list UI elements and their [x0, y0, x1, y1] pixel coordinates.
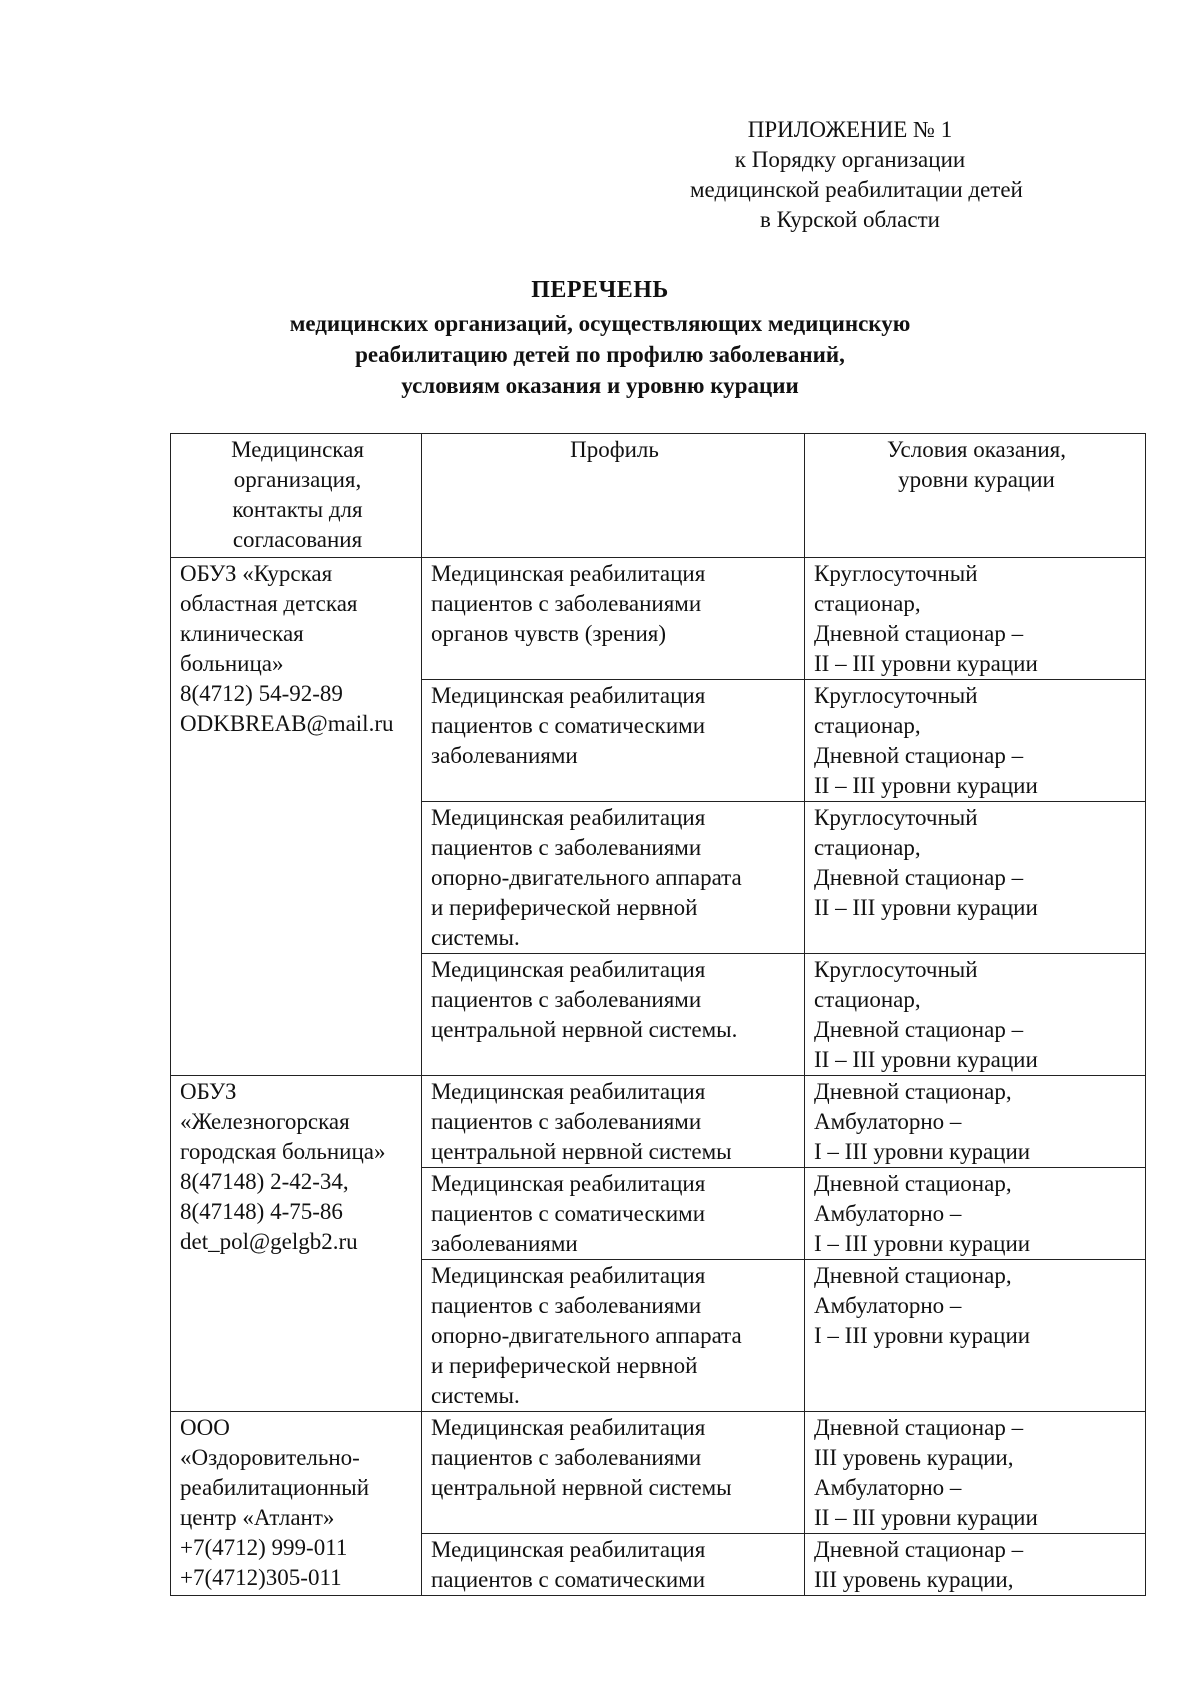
- table-header-row: [171, 434, 1146, 558]
- profile-line: заболеваниями: [431, 1231, 578, 1256]
- profile-line: системы.: [431, 1383, 520, 1408]
- organization-line: +7(4712)305-011: [180, 1565, 342, 1590]
- title-line: условиям оказания и уровню курации: [401, 373, 799, 398]
- conditions-line: I – III уровни курации: [814, 1139, 1031, 1164]
- organization-line: ОБУЗ «Курская: [180, 561, 333, 586]
- profile-line: и периферической нервной: [431, 1353, 698, 1378]
- conditions-line: стационар,: [814, 713, 921, 738]
- conditions-line: Амбулаторно –: [814, 1109, 962, 1134]
- organization-line: ОБУЗ: [180, 1079, 237, 1104]
- organization-line: ООО: [180, 1415, 230, 1440]
- profile-cell: [422, 1534, 805, 1596]
- title-line: реабилитацию детей по профилю заболеваний,: [355, 342, 845, 367]
- organization-line: det_pol@gelgb2.ru: [180, 1229, 358, 1254]
- profile-line: пациентов с заболеваниями: [431, 1445, 702, 1470]
- organization-cell: [171, 1076, 422, 1412]
- conditions-line: Дневной стационар –: [814, 621, 1024, 646]
- profile-line: пациентов с соматическими: [431, 713, 706, 738]
- conditions-cell: [805, 1412, 1146, 1534]
- profile-line: Медицинская реабилитация: [431, 1537, 706, 1562]
- header-profile: [422, 434, 805, 558]
- header-organization: [171, 434, 422, 558]
- conditions-line: Дневной стационар –: [814, 1537, 1024, 1562]
- conditions-line: I – III уровни курации: [814, 1323, 1031, 1348]
- conditions-cell: [805, 1168, 1146, 1260]
- conditions-line: Дневной стационар –: [814, 743, 1024, 768]
- profile-cell: [422, 1168, 805, 1260]
- organization-line: больница»: [180, 651, 284, 676]
- profile-cell: [422, 1412, 805, 1534]
- profile-cell: [422, 802, 805, 954]
- organizations-table: [170, 433, 1146, 1596]
- table-row: [171, 1412, 1146, 1534]
- profile-line: системы.: [431, 925, 520, 950]
- conditions-line: I – III уровни курации: [814, 1231, 1031, 1256]
- profile-line: центральной нервной системы: [431, 1475, 732, 1500]
- conditions-line: Дневной стационар,: [814, 1079, 1012, 1104]
- organization-line: центр «Атлант»: [180, 1505, 335, 1530]
- profile-line: центральной нервной системы: [431, 1139, 732, 1164]
- organization-line: «Железногорская: [180, 1109, 350, 1134]
- title-main: ПЕРЕЧЕНЬ: [531, 277, 669, 303]
- table-row: [171, 1076, 1146, 1168]
- header-line: уровни курации: [898, 467, 1055, 492]
- table-body: [171, 558, 1146, 1596]
- conditions-cell: [805, 802, 1146, 954]
- profile-line: Медицинская реабилитация: [431, 957, 706, 982]
- conditions-line: Амбулаторно –: [814, 1293, 962, 1318]
- appendix-line: в Курской области: [760, 207, 940, 232]
- appendix-block: [690, 115, 1023, 235]
- profile-line: заболеваниями: [431, 743, 578, 768]
- conditions-line: II – III уровни курации: [814, 895, 1038, 920]
- conditions-line: стационар,: [814, 835, 921, 860]
- conditions-line: Дневной стационар,: [814, 1263, 1012, 1288]
- conditions-line: III уровень курации,: [814, 1567, 1014, 1592]
- conditions-line: III уровень курации,: [814, 1445, 1014, 1470]
- conditions-cell: [805, 1076, 1146, 1168]
- profile-line: центральной нервной системы.: [431, 1017, 738, 1042]
- organization-line: областная детская: [180, 591, 358, 616]
- conditions-line: Круглосуточный: [814, 805, 978, 830]
- conditions-line: Амбулаторно –: [814, 1201, 962, 1226]
- profile-line: Медицинская реабилитация: [431, 1263, 706, 1288]
- organization-cell: [171, 1412, 422, 1596]
- profile-line: пациентов с заболеваниями: [431, 1109, 702, 1134]
- organization-cell: [171, 558, 422, 1076]
- organization-line: 8(47148) 4-75-86: [180, 1199, 343, 1224]
- title-line: медицинских организаций, осуществляющих медицинскую: [289, 311, 911, 336]
- profile-cell: [422, 680, 805, 802]
- conditions-line: Круглосуточный: [814, 683, 978, 708]
- profile-line: пациентов с заболеваниями: [431, 987, 702, 1012]
- profile-line: и периферической нервной: [431, 895, 698, 920]
- conditions-line: Круглосуточный: [814, 561, 978, 586]
- profile-line: Медицинская реабилитация: [431, 1415, 706, 1440]
- profile-line: пациентов с заболеваниями: [431, 835, 702, 860]
- profile-line: Медицинская реабилитация: [431, 805, 706, 830]
- appendix-line: к Порядку организации: [734, 147, 966, 172]
- organization-line: ODKBREAB@mail.ru: [180, 711, 394, 736]
- header-line: Условия оказания,: [887, 437, 1066, 462]
- appendix-line: медицинской реабилитации детей: [690, 177, 1023, 202]
- conditions-line: Круглосуточный: [814, 957, 978, 982]
- header-line: Профиль: [570, 437, 659, 462]
- header-line: Медицинская: [231, 437, 364, 462]
- profile-line: Медицинская реабилитация: [431, 683, 706, 708]
- header-conditions: [805, 434, 1146, 558]
- conditions-line: стационар,: [814, 987, 921, 1012]
- organization-line: городская больница»: [180, 1139, 386, 1164]
- conditions-line: Дневной стационар –: [814, 1415, 1024, 1440]
- profile-line: Медицинская реабилитация: [431, 1079, 706, 1104]
- profile-line: пациентов с соматическими: [431, 1201, 706, 1226]
- header-line: организация,: [233, 467, 362, 492]
- conditions-line: II – III уровни курации: [814, 773, 1038, 798]
- profile-cell: [422, 558, 805, 680]
- conditions-cell: [805, 680, 1146, 802]
- profile-cell: [422, 1260, 805, 1412]
- conditions-line: II – III уровни курации: [814, 1047, 1038, 1072]
- conditions-cell: [805, 558, 1146, 680]
- conditions-line: II – III уровни курации: [814, 1505, 1038, 1530]
- conditions-line: Амбулаторно –: [814, 1475, 962, 1500]
- header-line: согласования: [232, 527, 363, 552]
- conditions-cell: [805, 954, 1146, 1076]
- conditions-line: Дневной стационар –: [814, 865, 1024, 890]
- conditions-line: Дневной стационар,: [814, 1171, 1012, 1196]
- organization-line: 8(47148) 2-42-34,: [180, 1169, 349, 1194]
- profile-cell: [422, 954, 805, 1076]
- appendix-number: ПРИЛОЖЕНИЕ № 1: [747, 117, 953, 142]
- header-line: контакты для: [232, 497, 363, 522]
- organization-line: 8(4712) 54-92-89: [180, 681, 343, 706]
- profile-line: пациентов с заболеваниями: [431, 1293, 702, 1318]
- conditions-line: стационар,: [814, 591, 921, 616]
- conditions-line: Дневной стационар –: [814, 1017, 1024, 1042]
- document-title: [150, 272, 1050, 401]
- organization-line: клиническая: [180, 621, 304, 646]
- conditions-line: II – III уровни курации: [814, 651, 1038, 676]
- profile-line: пациентов с соматическими: [431, 1567, 706, 1592]
- profile-line: Медицинская реабилитация: [431, 561, 706, 586]
- organization-line: «Оздоровительно-: [180, 1445, 360, 1470]
- profile-cell: [422, 1076, 805, 1168]
- organization-line: +7(4712) 999-011: [180, 1535, 348, 1560]
- table-row: [171, 558, 1146, 680]
- profile-line: опорно-двигательного аппарата: [431, 865, 742, 890]
- profile-line: пациентов с заболеваниями: [431, 591, 702, 616]
- profile-line: Медицинская реабилитация: [431, 1171, 706, 1196]
- profile-line: органов чувств (зрения): [431, 621, 667, 646]
- conditions-cell: [805, 1534, 1146, 1596]
- profile-line: опорно-двигательного аппарата: [431, 1323, 742, 1348]
- conditions-cell: [805, 1260, 1146, 1412]
- organization-line: реабилитационный: [180, 1475, 370, 1500]
